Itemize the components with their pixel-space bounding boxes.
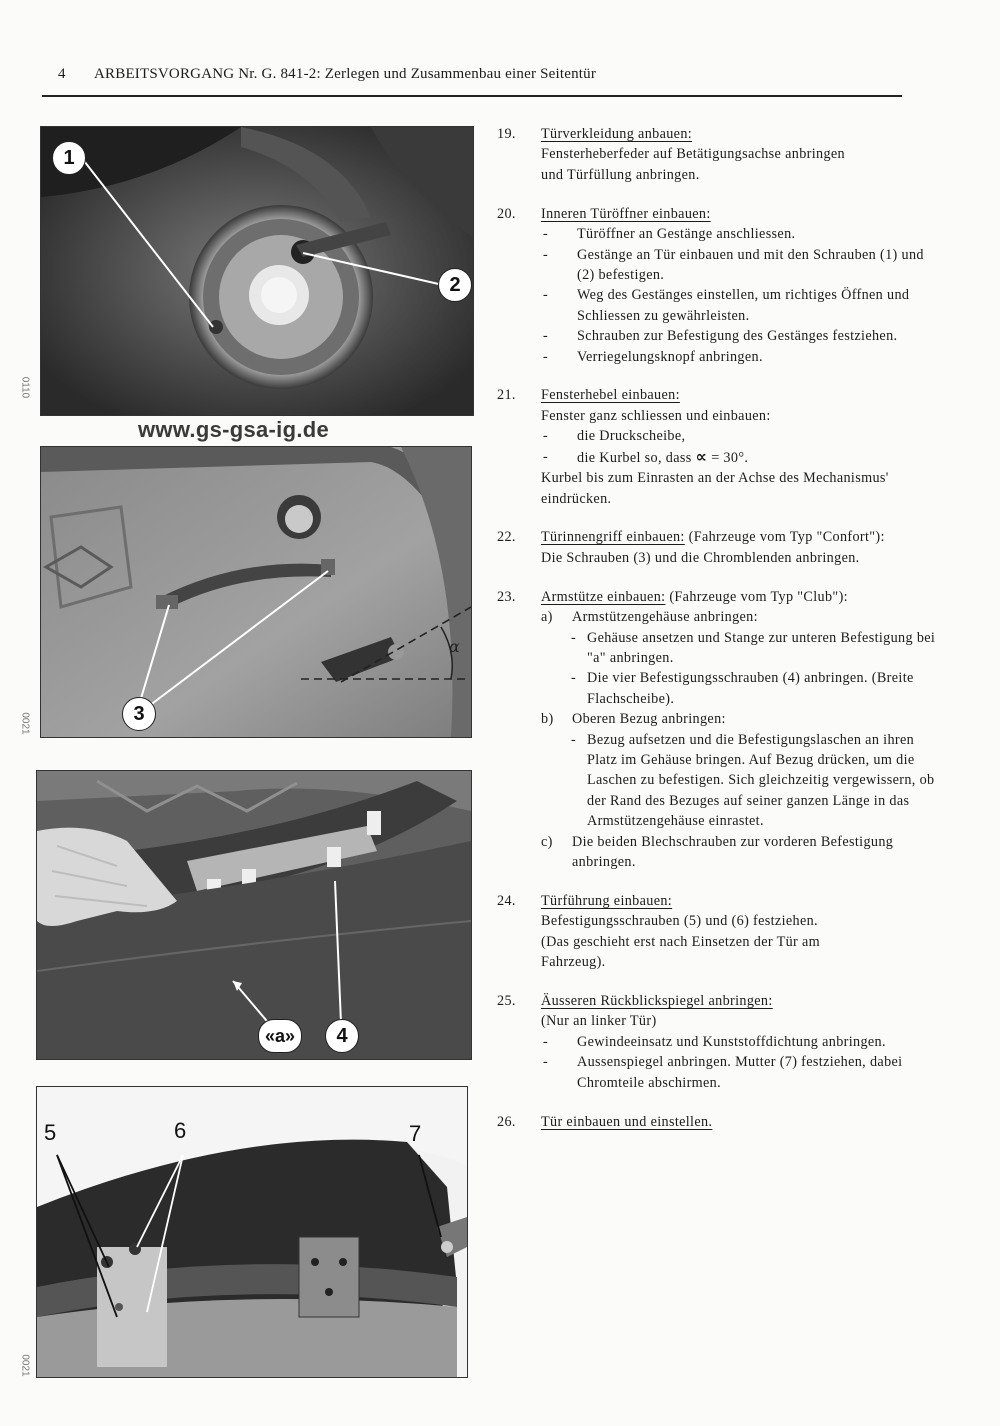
section-line: und Türfüllung anbringen. <box>541 166 700 183</box>
section-line: Kurbel bis zum Einrasten an der Achse des Mechanismus' eindrücken. <box>541 470 889 507</box>
section-22 <box>497 527 937 568</box>
list-item: - Gestänge an Tür einbauen und mit den Schrauben (1) und (2) befestigen. <box>543 246 924 283</box>
callout-1: 1 <box>52 141 86 175</box>
svg-text:α: α <box>449 637 460 656</box>
page-number: 4 <box>58 66 66 82</box>
section-title: Tür einbauen und einstellen. <box>541 1113 713 1130</box>
list-item: - Aussenspiegel anbringen. Mutter (7) festziehen, dabei Chromteile abschirmen. <box>543 1054 903 1091</box>
section-24 <box>497 891 937 973</box>
margin-mark-1: 0110 <box>19 376 31 399</box>
section-title: Fensterhebel einbauen: <box>541 387 680 404</box>
section-25 <box>497 991 937 1093</box>
section-line: Die Schrauben (3) und die Chromblenden anbringen. <box>541 549 860 566</box>
list-item: - Gewindeeinsatz und Kunststoffdichtung anbringen. <box>543 1033 886 1050</box>
callout-6: 6 <box>174 1118 187 1143</box>
section-number: 26. <box>497 1113 516 1130</box>
callout-7: 7 <box>409 1121 422 1146</box>
header-rule <box>42 95 902 97</box>
angle-value: = 30°. <box>711 449 749 466</box>
list-item: - Türöffner an Gestänge anschliessen. <box>543 226 796 243</box>
section-title: Armstütze einbauen: <box>541 588 666 605</box>
callout-2: 2 <box>438 268 472 302</box>
section-line: Fahrzeug). <box>541 954 606 971</box>
sub-item-c: c) Die beiden Blechschrauben zur vorderen Befestigung anbringen. <box>541 833 894 870</box>
list-item: - Bezug aufsetzen und die Befestigungslaschen an ihren Platz im Gehäuse bringen. Auf Bezug drücken, um die Laschen zu befestigen. Sich gleichzeitig vergewissern, ob der Rand des Bezuges auf seiner ganzen Länge in das Armstützengehäuse einrastet. <box>571 731 935 830</box>
section-title-suffix: (Fahrzeuge vom Typ "Confort"): <box>688 529 885 546</box>
photo-door-opener <box>40 126 474 416</box>
section-19 <box>497 124 937 185</box>
photo-armrest <box>36 770 472 1060</box>
list-item: - Die vier Befestigungsschrauben (4) anbringen. (Breite Flachscheibe). <box>571 670 914 707</box>
section-number: 25. <box>497 993 516 1010</box>
section-title: Türinnengriff einbauen: <box>541 529 685 546</box>
section-intro: (Nur an linker Tür) <box>541 1013 657 1030</box>
section-26 <box>497 1112 937 1132</box>
photo-door-guide <box>36 1086 468 1378</box>
list-item: - Verriegelungsknopf anbringen. <box>543 348 763 365</box>
section-number: 24. <box>497 892 516 909</box>
list-item: - die Kurbel so, dass ∝ = 30°. <box>543 446 749 466</box>
section-23 <box>497 587 937 873</box>
section-line: Befestigungsschrauben (5) und (6) festziehen. <box>541 913 818 930</box>
list-item: - Schrauben zur Befestigung des Gestänges festziehen. <box>543 328 898 345</box>
margin-mark-2: 0021 <box>19 712 31 735</box>
list-item: - Gehäuse ansetzen und Stange zur unteren Befestigung bei "a" anbringen. <box>571 629 936 666</box>
section-line: Fensterheberfeder auf Betätigungsachse anbringen <box>541 146 845 163</box>
section-title: Inneren Türöffner einbauen: <box>541 205 711 222</box>
sub-item-b: b) Oberen Bezug anbringen: <box>541 711 726 728</box>
section-number: 22. <box>497 529 516 546</box>
section-title-suffix: (Fahrzeuge vom Typ "Club"): <box>669 588 848 605</box>
watermark-url: www.gs-gsa-ig.de <box>138 417 330 442</box>
section-number: 23. <box>497 588 516 605</box>
sub-item-a: a) Armstützengehäuse anbringen: <box>541 609 758 626</box>
page-header <box>58 66 900 83</box>
section-number: 20. <box>497 205 516 222</box>
section-number: 21. <box>497 387 516 404</box>
alpha-symbol: ∝ <box>695 446 708 466</box>
section-21 <box>497 385 937 508</box>
section-line: (Das geschieht erst nach Einsetzen der Tür am <box>541 933 821 950</box>
section-title: Äusseren Rückblickspiegel anbringen: <box>541 993 773 1010</box>
callout-4: 4 <box>325 1019 359 1053</box>
list-item: - Weg des Gestänges einstellen, um richtiges Öffnen und Schliessen zu gewährleisten. <box>543 287 910 324</box>
section-intro: Fenster ganz schliessen und einbauen: <box>541 407 771 424</box>
section-title: Türverkleidung anbauen: <box>541 126 693 142</box>
instruction-column <box>497 124 937 1150</box>
section-number: 19. <box>497 126 516 142</box>
section-title: Türführung einbauen: <box>541 892 673 909</box>
list-item: - die Druckscheibe, <box>543 428 686 445</box>
callout-a: «a» <box>258 1019 302 1053</box>
margin-mark-3: 0021 <box>19 1354 31 1377</box>
section-20 <box>497 204 937 367</box>
document-title: ARBEITSVORGANG Nr. G. 841-2: Zerlegen und Zusammenbau einer Seitentür <box>94 66 597 82</box>
photo-door-handle <box>40 446 472 738</box>
callout-3: 3 <box>122 697 156 731</box>
callout-5: 5 <box>44 1120 57 1145</box>
